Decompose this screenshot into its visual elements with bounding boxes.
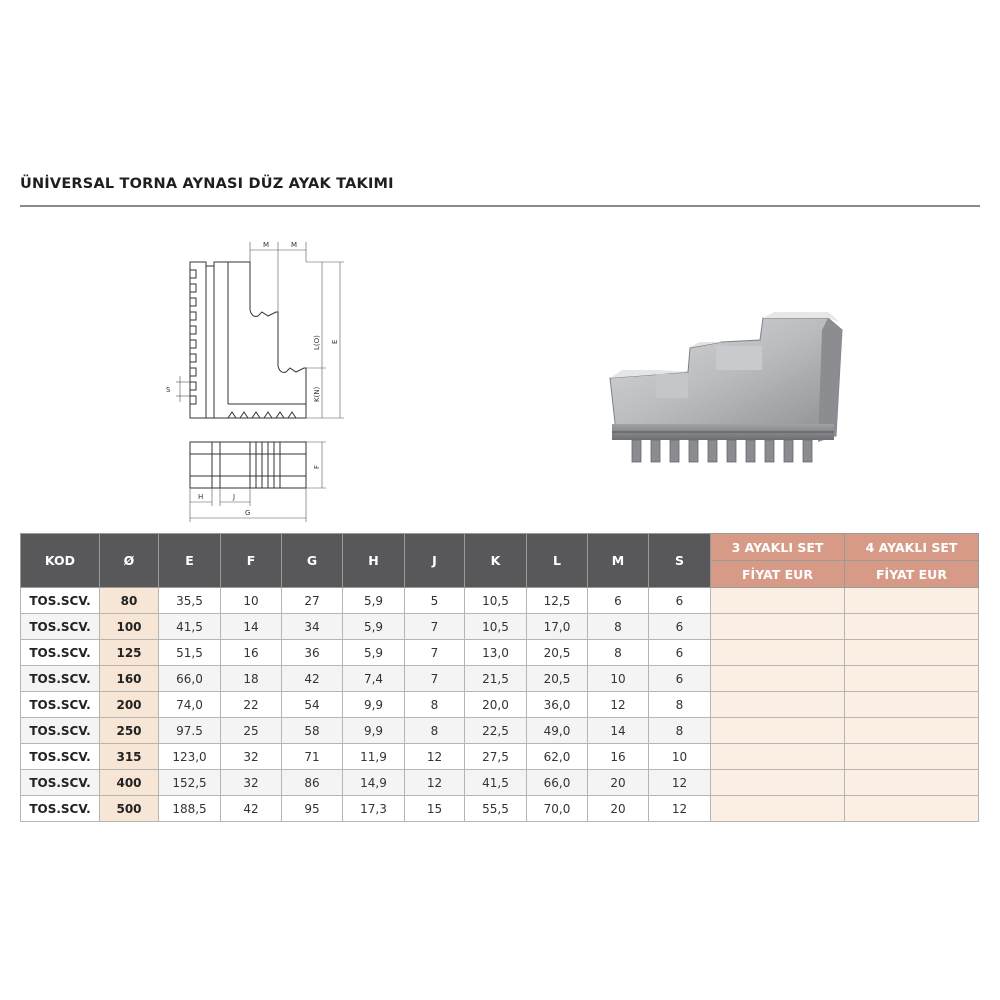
cell-f: 14: [221, 614, 282, 640]
cell-l: 70,0: [527, 796, 588, 822]
cell-f: 32: [221, 744, 282, 770]
cell-f: 32: [221, 770, 282, 796]
col-header-g: G: [282, 534, 343, 588]
cell-k: 41,5: [465, 770, 527, 796]
cell-diameter: 100: [100, 614, 159, 640]
cell-j: 12: [405, 744, 465, 770]
col-header-set4: 4 AYAKLI SET: [845, 534, 979, 561]
dim-label-h: H: [198, 493, 204, 501]
table-row: [21, 588, 979, 614]
dim-label-k: K(N): [313, 386, 321, 402]
table-row: [21, 614, 979, 640]
cell-e: 51,5: [159, 640, 221, 666]
cell-set4-price: [845, 692, 979, 718]
cell-g: 95: [282, 796, 343, 822]
cell-h: 5,9: [343, 614, 405, 640]
cell-g: 54: [282, 692, 343, 718]
cell-set3-price: [711, 692, 845, 718]
cell-h: 14,9: [343, 770, 405, 796]
page-title: ÜNİVERSAL TORNA AYNASI DÜZ AYAK TAKIMI: [20, 176, 394, 192]
dim-label-s: S: [166, 386, 171, 394]
jaw-technical-drawing: [150, 228, 360, 528]
cell-s: 8: [649, 692, 711, 718]
cell-k: 27,5: [465, 744, 527, 770]
cell-diameter: 400: [100, 770, 159, 796]
cell-e: 35,5: [159, 588, 221, 614]
cell-h: 5,9: [343, 640, 405, 666]
cell-j: 8: [405, 718, 465, 744]
cell-set4-price: [845, 666, 979, 692]
cell-diameter: 80: [100, 588, 159, 614]
cell-kod: TOS.SCV.: [21, 744, 100, 770]
cell-m: 16: [588, 744, 649, 770]
cell-set3-price: [711, 588, 845, 614]
table-row: [21, 692, 979, 718]
cell-g: 58: [282, 718, 343, 744]
cell-m: 12: [588, 692, 649, 718]
table-row: [21, 640, 979, 666]
cell-k: 22,5: [465, 718, 527, 744]
col-header-s: S: [649, 534, 711, 588]
cell-h: 9,9: [343, 718, 405, 744]
cell-g: 42: [282, 666, 343, 692]
cell-set3-price: [711, 666, 845, 692]
dim-label-m1: M: [263, 241, 270, 249]
dim-label-f: F: [313, 464, 321, 469]
cell-diameter: 315: [100, 744, 159, 770]
dim-label-l: L(O): [313, 335, 321, 350]
cell-h: 17,3: [343, 796, 405, 822]
cell-h: 5,9: [343, 588, 405, 614]
cell-g: 71: [282, 744, 343, 770]
cell-j: 7: [405, 614, 465, 640]
cell-k: 13,0: [465, 640, 527, 666]
cell-l: 49,0: [527, 718, 588, 744]
cell-kod: TOS.SCV.: [21, 692, 100, 718]
cell-e: 123,0: [159, 744, 221, 770]
cell-k: 20,0: [465, 692, 527, 718]
dim-label-m2: M: [291, 241, 298, 249]
cell-set4-price: [845, 718, 979, 744]
title-divider: [20, 205, 980, 207]
cell-s: 6: [649, 614, 711, 640]
cell-set3-price: [711, 614, 845, 640]
cell-set3-price: [711, 718, 845, 744]
col-header-f: F: [221, 534, 282, 588]
cell-set3-price: [711, 640, 845, 666]
col-header-set4-price: FİYAT EUR: [845, 561, 979, 588]
cell-f: 18: [221, 666, 282, 692]
col-header-e: E: [159, 534, 221, 588]
cell-l: 20,5: [527, 640, 588, 666]
col-header-h: H: [343, 534, 405, 588]
cell-l: 12,5: [527, 588, 588, 614]
cell-set4-price: [845, 614, 979, 640]
cell-g: 27: [282, 588, 343, 614]
cell-kod: TOS.SCV.: [21, 770, 100, 796]
cell-s: 6: [649, 666, 711, 692]
cell-s: 12: [649, 770, 711, 796]
col-header-set3: 3 AYAKLI SET: [711, 534, 845, 561]
cell-h: 11,9: [343, 744, 405, 770]
cell-kod: TOS.SCV.: [21, 640, 100, 666]
cell-kod: TOS.SCV.: [21, 666, 100, 692]
cell-kod: TOS.SCV.: [21, 588, 100, 614]
col-header-l: L: [527, 534, 588, 588]
col-header-kod: KOD: [21, 534, 100, 588]
cell-set3-price: [711, 796, 845, 822]
cell-l: 20,5: [527, 666, 588, 692]
col-header-diameter: Ø: [100, 534, 159, 588]
cell-m: 20: [588, 770, 649, 796]
cell-diameter: 250: [100, 718, 159, 744]
cell-h: 7,4: [343, 666, 405, 692]
cell-k: 10,5: [465, 614, 527, 640]
col-header-j: J: [405, 534, 465, 588]
cell-l: 66,0: [527, 770, 588, 796]
cell-diameter: 125: [100, 640, 159, 666]
cell-j: 12: [405, 770, 465, 796]
cell-l: 36,0: [527, 692, 588, 718]
dim-label-g: G: [245, 509, 251, 517]
cell-k: 21,5: [465, 666, 527, 692]
cell-m: 14: [588, 718, 649, 744]
cell-e: 41,5: [159, 614, 221, 640]
cell-f: 22: [221, 692, 282, 718]
cell-m: 8: [588, 614, 649, 640]
cell-f: 42: [221, 796, 282, 822]
cell-j: 5: [405, 588, 465, 614]
cell-s: 12: [649, 796, 711, 822]
cell-f: 16: [221, 640, 282, 666]
jaw-product-image: [595, 300, 855, 480]
cell-set3-price: [711, 770, 845, 796]
cell-m: 10: [588, 666, 649, 692]
cell-diameter: 160: [100, 666, 159, 692]
cell-s: 10: [649, 744, 711, 770]
cell-e: 152,5: [159, 770, 221, 796]
cell-g: 36: [282, 640, 343, 666]
cell-set4-price: [845, 796, 979, 822]
cell-e: 188,5: [159, 796, 221, 822]
dim-label-j: J: [233, 493, 236, 501]
cell-e: 66,0: [159, 666, 221, 692]
cell-kod: TOS.SCV.: [21, 718, 100, 744]
cell-set3-price: [711, 744, 845, 770]
cell-set4-price: [845, 640, 979, 666]
cell-f: 10: [221, 588, 282, 614]
col-header-k: K: [465, 534, 527, 588]
cell-j: 15: [405, 796, 465, 822]
cell-set4-price: [845, 588, 979, 614]
col-header-m: M: [588, 534, 649, 588]
cell-diameter: 500: [100, 796, 159, 822]
table-row: [21, 666, 979, 692]
spec-table: [20, 533, 979, 822]
table-row: [21, 744, 979, 770]
cell-h: 9,9: [343, 692, 405, 718]
cell-set4-price: [845, 770, 979, 796]
cell-j: 7: [405, 666, 465, 692]
table-header-row: [21, 534, 979, 561]
cell-l: 62,0: [527, 744, 588, 770]
cell-j: 7: [405, 640, 465, 666]
cell-s: 8: [649, 718, 711, 744]
cell-g: 34: [282, 614, 343, 640]
cell-m: 20: [588, 796, 649, 822]
cell-kod: TOS.SCV.: [21, 796, 100, 822]
cell-f: 25: [221, 718, 282, 744]
cell-k: 10,5: [465, 588, 527, 614]
cell-set4-price: [845, 744, 979, 770]
cell-s: 6: [649, 588, 711, 614]
spec-table-body: [21, 588, 979, 822]
cell-k: 55,5: [465, 796, 527, 822]
table-row: [21, 770, 979, 796]
cell-j: 8: [405, 692, 465, 718]
col-header-set3-price: FİYAT EUR: [711, 561, 845, 588]
cell-kod: TOS.SCV.: [21, 614, 100, 640]
cell-s: 6: [649, 640, 711, 666]
cell-e: 97.5: [159, 718, 221, 744]
cell-l: 17,0: [527, 614, 588, 640]
cell-diameter: 200: [100, 692, 159, 718]
table-row: [21, 718, 979, 744]
cell-g: 86: [282, 770, 343, 796]
cell-m: 6: [588, 588, 649, 614]
dim-label-e: E: [331, 339, 339, 344]
cell-m: 8: [588, 640, 649, 666]
cell-e: 74,0: [159, 692, 221, 718]
table-row: [21, 796, 979, 822]
